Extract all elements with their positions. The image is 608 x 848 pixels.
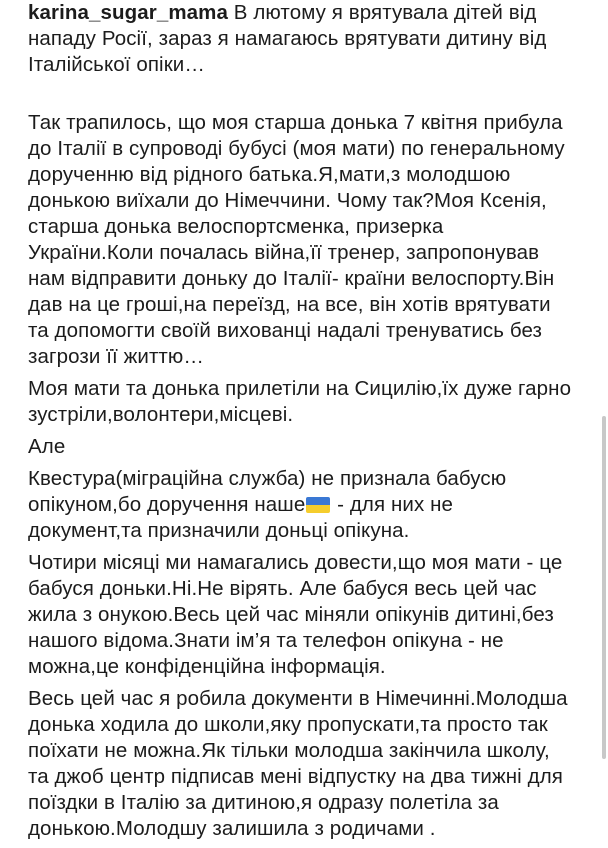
caption-paragraph: [28, 686, 596, 842]
caption-paragraph: [28, 376, 596, 428]
caption-line: нашого відома.Знати ім’я та телефон опікуна - не: [28, 629, 504, 652]
caption-line: старша донька велоспортсменка, призерка: [28, 215, 444, 238]
post-caption: [28, 0, 596, 848]
intro-line: Італійської опіки…: [28, 53, 205, 76]
caption-line: бабуся доньки.Ні.Не вірять. Але бабуся весь цей час: [28, 577, 537, 600]
caption-line: можна,це конфіденційна інформація.: [28, 655, 386, 678]
caption-line: Так трапилось, що моя старша донька 7 квітня прибула: [28, 111, 563, 134]
username-link[interactable]: karina_sugar_mama: [28, 1, 228, 24]
caption-line: Весь цей час я робила документи в Німечинні.Молодша: [28, 687, 568, 710]
caption-line: та допомогти своїй вихованці надалі тренуватись без: [28, 319, 543, 342]
ukraine-flag-icon: [306, 497, 330, 513]
caption-line: загрози її життю…: [28, 345, 204, 368]
caption-line: поїздки в Італію за дитиною,я одразу полетіла за: [28, 791, 499, 814]
caption-paragraph: [28, 110, 596, 370]
caption-line: донька ходила до школи,яку пропускати,та просто так: [28, 713, 548, 736]
caption-text: опікуном,бо доручення наше: [28, 493, 306, 516]
caption-line: України.Коли почалась війна,її тренер, запропонував: [28, 241, 540, 264]
scrollbar-thumb[interactable]: [602, 416, 606, 759]
caption-line: Але: [28, 435, 66, 458]
caption-line: донькою виїхали до Німеччини. Чому так?Моя Ксенія,: [28, 189, 547, 212]
caption-paragraph: [28, 466, 596, 544]
caption-line: до Італії в супроводі бубусі (моя мати) по генеральному: [28, 137, 565, 160]
caption-line: дорученню від рідного батька.Я,мати,з молодшою: [28, 163, 511, 186]
caption-line: жила з онукою.Весь цей час міняли опікунів дитині,без: [28, 603, 554, 626]
caption-line: поїхати не можна.Як тільки молодша закінчила школу,: [28, 739, 550, 762]
caption-line: та джоб центр підписав мені відпустку на два тижні для: [28, 765, 563, 788]
caption-text: - для них не: [331, 493, 454, 516]
caption-line: нам відправити доньку до Італії- країни велоспорту.Він: [28, 267, 555, 290]
caption-line: Моя мати та донька прилетіли на Сицилію,їх дуже гарно: [28, 377, 572, 400]
caption-line: дав на це гроші,на переїзд, на все, він хотів врятувати: [28, 293, 551, 316]
intro-line: нападу Росії, зараз я намагаюсь врятувати дитину від: [28, 27, 547, 50]
caption-line: зустріли,волонтери,місцеві.: [28, 403, 294, 426]
caption-line: Квестура(міграційна служба) не признала бабусю: [28, 467, 507, 490]
caption-paragraph: [28, 550, 596, 680]
intro-line: В лютому я врятувала дітей від: [227, 1, 537, 24]
caption-line: Чотири місяці ми намагались довести,що моя мати - це: [28, 551, 563, 574]
caption-intro: [28, 0, 596, 78]
caption-line: донькою.Молодшу залишила з родичами .: [28, 817, 436, 840]
caption-line: документ,та призначили доньці опікуна.: [28, 519, 410, 542]
caption-paragraph: [28, 434, 596, 460]
